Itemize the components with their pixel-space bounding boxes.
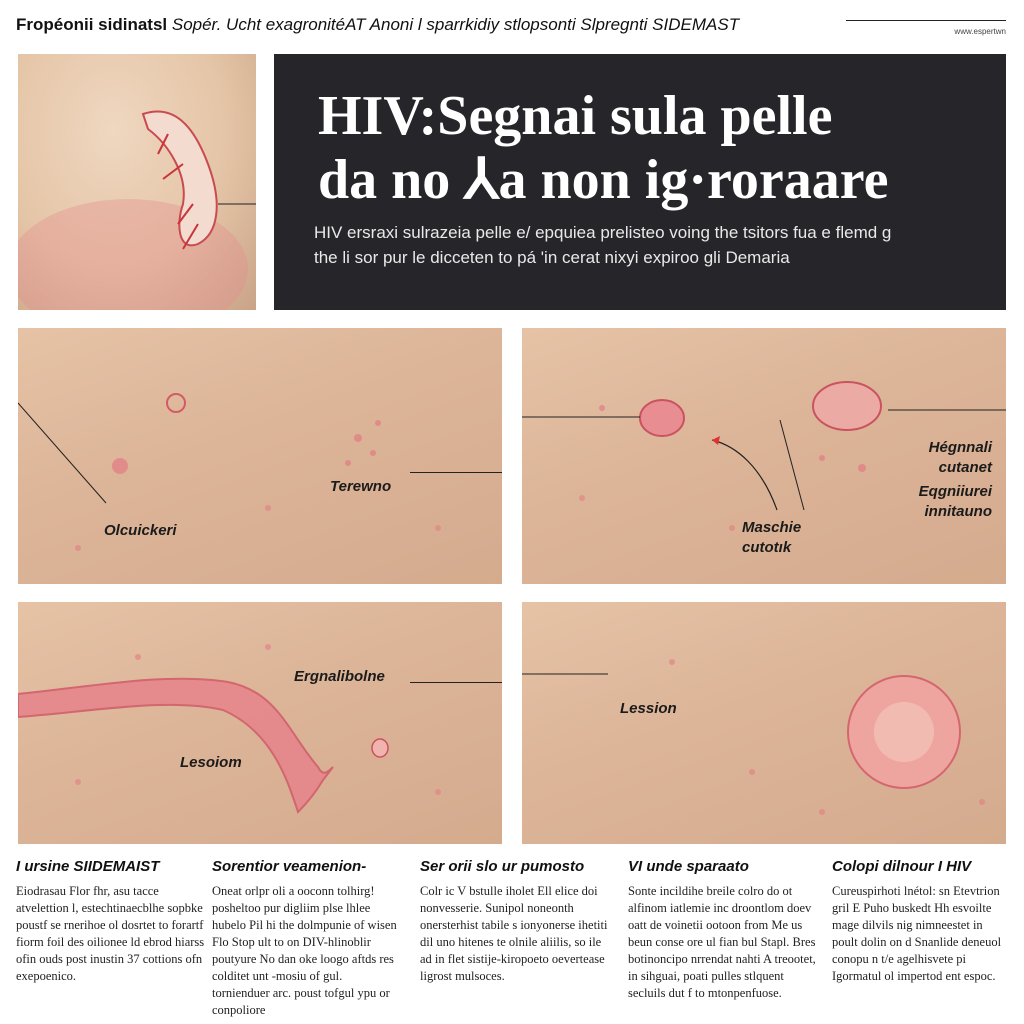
column-1-body: Eiodrasau Flor fhr, asu tacce atvelettion l, estechtinaecblhe sopbke poustf se rnerihoe ol dosrtet to forartf fiorm foil des oilionee ld ebrod hiarss ofin ouds post inustin 37 cottions ofn exepoenico. [16, 884, 205, 983]
column-2 [212, 858, 402, 1019]
column-5-body: Cureuspirhoti lnétol: sn Etevtrion gril E Puho buskedt Hh esvoilte mage dilvils nig nimneestet in poult dolin on d Snanlide deneuol conopu n t/e agelhisvete pi Igormatul ol impertod ent espoc. [832, 884, 1002, 983]
column-3-heading: Ser orii slo ur pumosto [420, 858, 585, 875]
hero-text-line-1: HIV ersraxi sulrazeia pelle e/ epquiea prelisteo voing the tsitors fua e flemd g [314, 223, 892, 242]
bottom-columns [0, 858, 1024, 1024]
label-lession: Lession [620, 700, 677, 717]
hero-title-line-1: HIV:Segnai sula pelle [318, 85, 833, 147]
hero-title [318, 84, 978, 212]
label-lesoiom: Lesoiom [180, 754, 242, 771]
label-terewno: Terewno [330, 478, 392, 495]
hero-text-line-2: the li sor pur le dicceten to pá 'in cerat nixyi expiroo gli Demaria [314, 248, 790, 267]
skin-panel-1 [18, 328, 502, 584]
label-hegnnali-line-1: Hégnnali [928, 439, 992, 456]
label-eqgniiurei [919, 482, 992, 522]
column-4-heading: VI unde sparaato [628, 858, 749, 875]
vessel-illustration [18, 54, 256, 310]
label-maschie-line-1: Maschie [742, 519, 802, 536]
hero-banner [274, 54, 1006, 310]
column-3-body: Colr ic V bstulle iholet Ell elice doi nonvesserie. Sunipol noneonth onersterhist tabile s ionyonerse ihetiti dil uno hitenes te olnile aliilis, so ile ad in flet sistije-kiropoeto oevertease ligrost mulsoces. [420, 884, 608, 983]
label-hegnnali-line-2: cutanet [938, 459, 992, 476]
column-3 [420, 858, 610, 985]
streak-lesion-3 [18, 602, 502, 844]
header-rule [846, 20, 1006, 21]
top-bar [0, 0, 1024, 46]
column-2-body: Oneat orlpr oli a ooconn tolhirg! posheltoo pur digliim plse lhlee hubelo Pil hi the dolmpunie of wisen Flo Stop ult to on DIV-hlinoblir poutyure No dan oke loogo aftds res colditet unt -mosiu of gul. tornienduer arc. poust tofgul ypu or conpoliore [212, 884, 397, 1017]
column-1-heading: I ursine SIIDEMAIST [16, 858, 160, 875]
column-4 [628, 858, 818, 1002]
label-maschie-line-2: cutotık [742, 539, 792, 556]
header-title-text: Fropéonii sidinatsl [16, 15, 168, 34]
label-eqgniiurei-line-1: Eqgniiurei [918, 483, 992, 500]
skin-panel-2 [522, 328, 1006, 584]
label-hegnnali [929, 438, 992, 478]
column-5 [832, 858, 1008, 985]
label-olcuickeri: Olcuickeri [104, 522, 177, 539]
hero-title-line-2: da no ⅄a non ig·roraare [318, 149, 889, 211]
column-1 [16, 858, 206, 985]
header-small-text: www.espertwn [954, 27, 1006, 36]
header-title [16, 15, 739, 35]
column-5-heading: Colopi dilnour I HIV [832, 858, 972, 875]
label-eqgniiurei-line-2: innitauno [924, 503, 992, 520]
callout-line-terewno [410, 472, 502, 473]
callout-line-ergnali [410, 682, 502, 683]
header-subtitle: Sopér. Ucht exagronitéAT Anoni l sparrkidiy stlopsonti Slpregnti SIDEMAST [171, 15, 740, 34]
round-lesion-4 [522, 602, 1006, 844]
rash-dots-1 [18, 328, 502, 584]
skin-panel-3 [18, 602, 502, 844]
hero-description [314, 220, 984, 270]
hero-photo [18, 54, 256, 310]
column-2-heading: Sorentior veamenion- [212, 858, 367, 875]
skin-panel-4 [522, 602, 1006, 844]
column-4-body: Sonte incildihe breile colro do ot alfinom iatlemie inc droontlom doev oatt de voinetii ootoon from Me us beun conse ore ul fian bul Stapl. Bres botinoncipo nrrendat nahti A treootet, in sihguai, poati pulles stlquent secluils dut f to mtonpenfuose. [628, 884, 816, 1000]
label-maschie [742, 518, 801, 558]
label-ergnalibolne: Ergnalibolne [294, 668, 385, 685]
